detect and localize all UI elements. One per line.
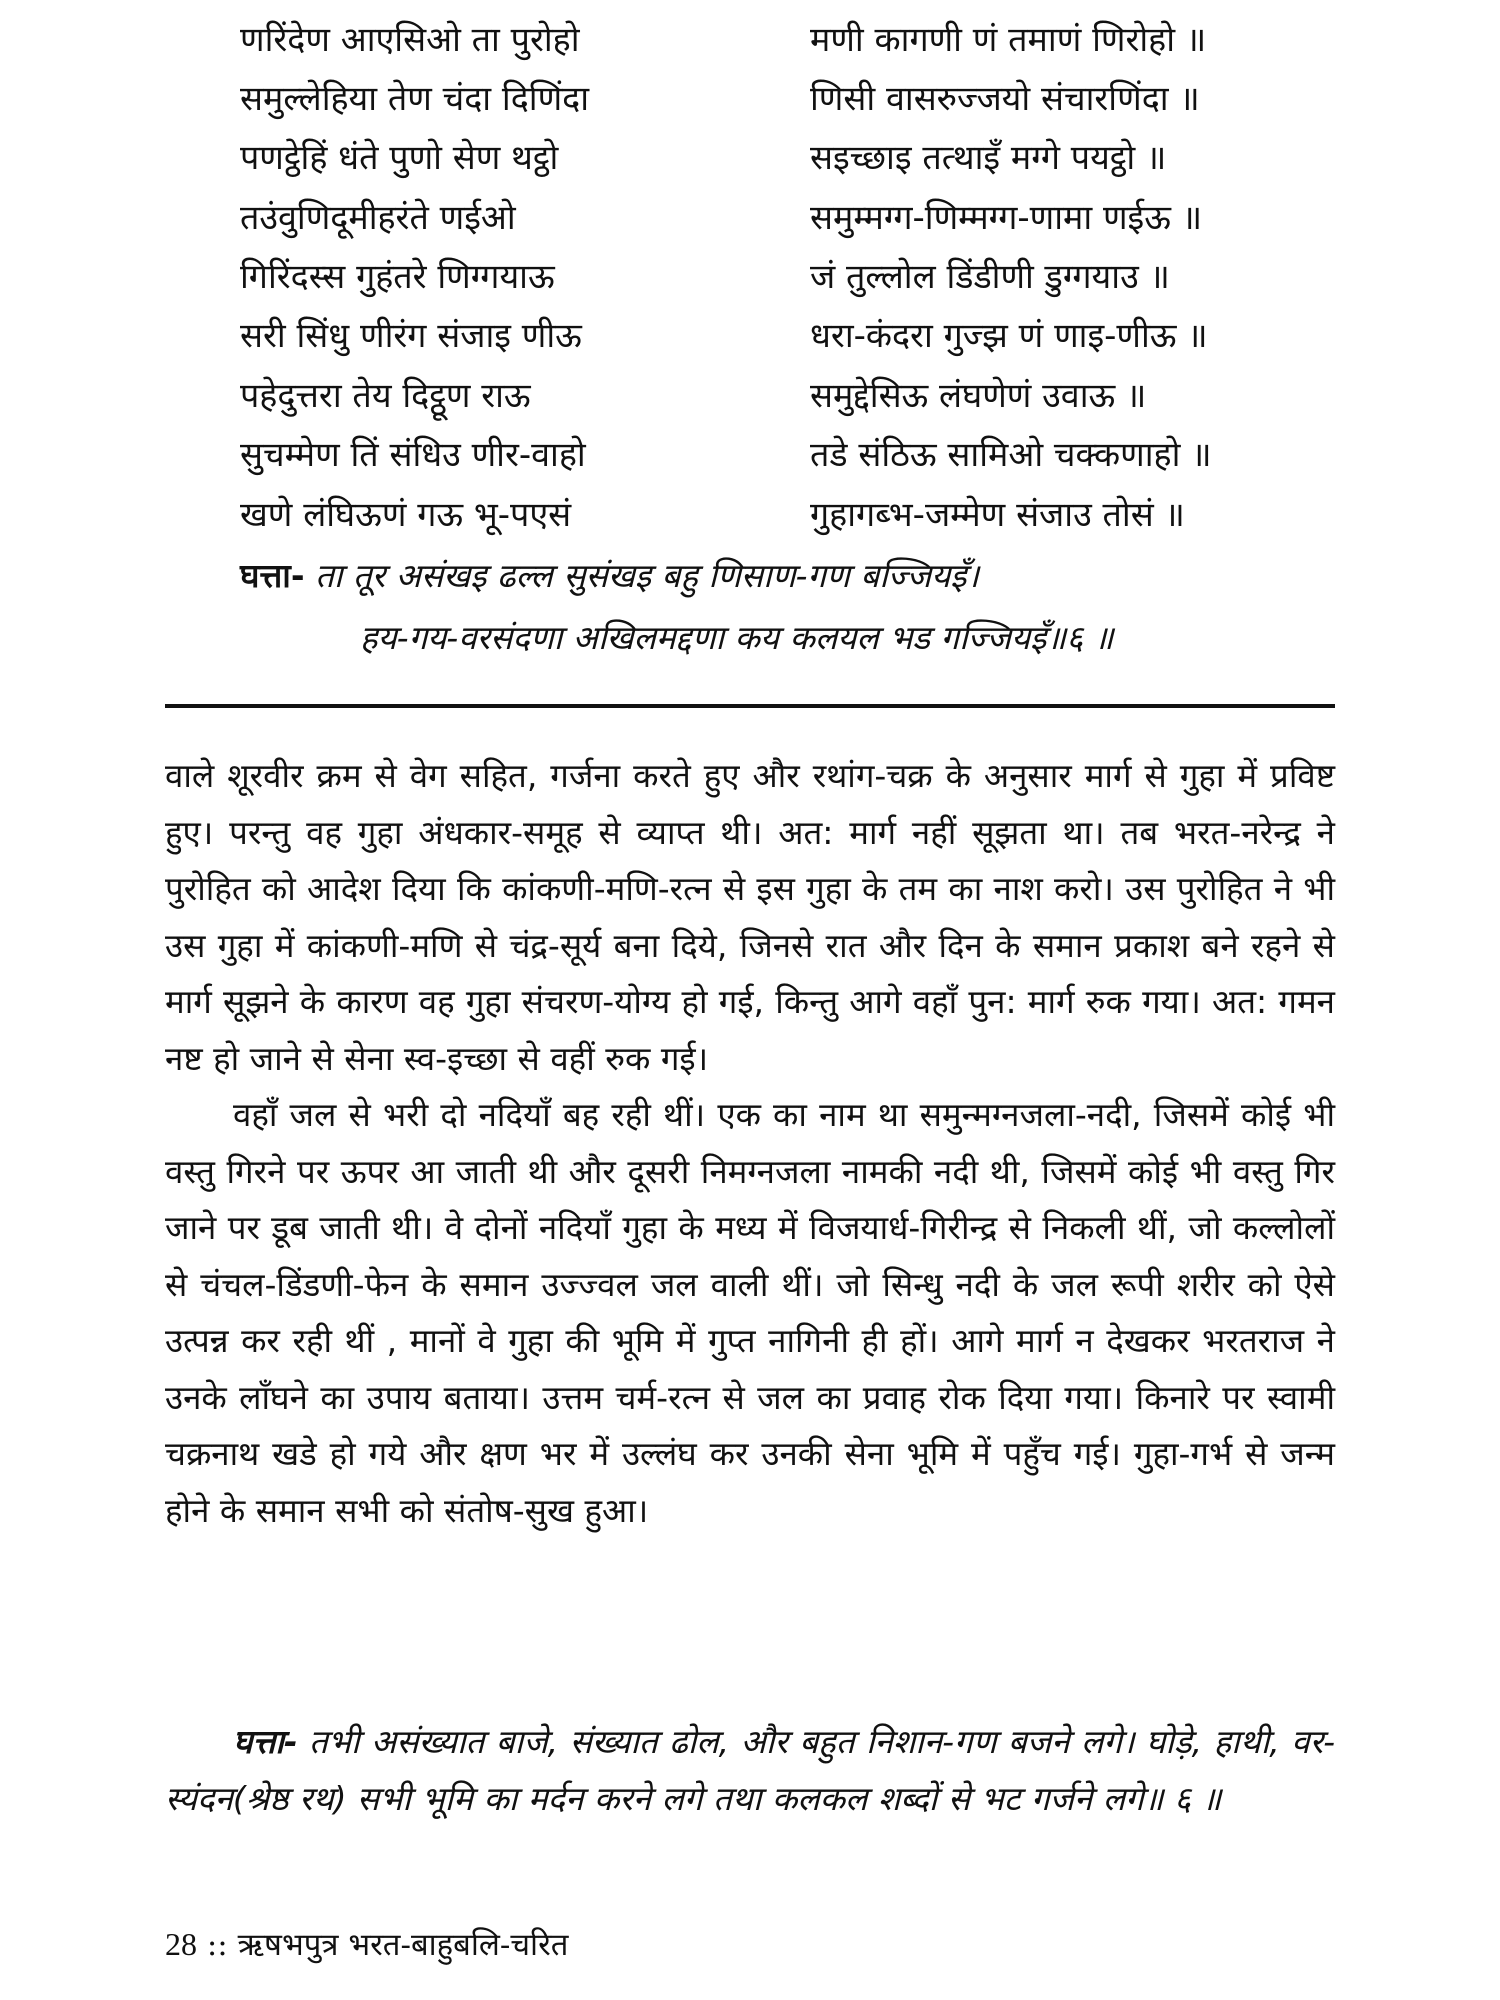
prose-paragraph: वहाँ जल से भरी दो नदियाँ बह रही थीं। एक का नाम था समुन्मग्नजला-नदी, जिसमें कोई भी वस्तु गिरने पर ऊपर आ जाती थी और दूसरी निमग्नजला नामकी नदी थी, जिसमें कोई भी वस्तु गिर जाने पर डूब जाती थी। वे दोनों नदियाँ गुहा के मध्य में विजयार्ध-गिरीन्द्र से निकली थीं, जो कल्लोलों से चंचल-डिंडणी-फेन के समान उज्ज्वल जल वाली थीं। जो सिन्धु नदी के जल रूपी शरीर को ऐसे उत्पन्न कर रही थीं , मानों वे गुहा की भूमि में गुप्त नागिनी ही हों। आगे मार्ग न देखकर भरतराज ने उनके लाँघने का उपाय बताया। उत्तम चर्म-रत्न से जल का प्रवाह रोक दिया गया। किनारे पर स्वामी चक्रनाथ खडे हो गये और क्षण भर में उल्लंघ कर उनकी सेना भूमि में पहुँच गई। गुहा-गर्भ से जन्म होने के समान सभी को संतोष-सुख हुआ।: [165, 1095, 1335, 1530]
ghatta-verse-line-2: [360, 610, 1114, 666]
verse-line: [0, 12, 1500, 68]
verse-line: [0, 249, 1500, 305]
verse-line: [0, 71, 1500, 127]
section-divider: [165, 704, 1335, 708]
verse-line: [0, 368, 1500, 424]
ghatta-verse-text: ता तूर असंखइ ढल्ल सुसंखइ बहु णिसाण-गण बज्जियइँ।: [315, 556, 979, 595]
verse-left-half: सुचम्मेण तिं संधिउ णीर-वाहो: [240, 435, 586, 475]
verse-right-half: समुम्मग्ग-णिम्मग्ग-णामा णईऊ ॥: [810, 198, 1203, 238]
verse-line: [0, 130, 1500, 186]
verse-right-half: णिसी वासरुज्जयो संचारणिंदा ॥: [810, 79, 1200, 119]
ghatta-verse-text: हय-गय-वरसंदणा अखिलमद्दणा कय कलयल भड गज्जियइँ॥६ ॥: [360, 618, 1114, 657]
verse-left-half: समुल्लेहिया तेण चंदा दिणिंदा: [240, 79, 590, 119]
verse-left-half: खणे लंघिऊणं गऊ भू-पएसं: [240, 495, 572, 535]
prose-ghatta-text: तभी असंख्यात बाजे, संख्यात ढोल, और बहुत निशान-गण बजने लगे। घोड़े, हाथी, वर-स्यंदन(श्रेष्ठ रथ) सभी भूमि का मर्दन करने लगे तथा कलकल शब्दों से भट गर्जने लगे॥ ६ ॥: [165, 1722, 1335, 1818]
verse-line: [0, 427, 1500, 483]
prose-ghatta: [165, 1714, 1335, 1827]
ghatta-verse-line-1: [240, 548, 979, 604]
prose-ghatta-label: घत्ता-: [233, 1722, 298, 1761]
verse-right-half: मणी कागणी णं तमाणं णिरोहो ॥: [810, 20, 1207, 60]
verse-line: [0, 308, 1500, 364]
verse-left-half: गिरिंदस्स गुहंतरे णिग्गयाऊ: [240, 257, 555, 297]
page-number: 28: [165, 1926, 197, 1962]
verse-right-half: धरा-कंदरा गुज्झ णं णाइ-णीऊ ॥: [810, 316, 1208, 356]
verse-left-half: णरिंदेण आएसिओ ता पुरोहो: [240, 20, 580, 60]
verse-right-half: जं तुल्लोल डिंडीणी डुग्गयाउ ॥: [810, 257, 1170, 297]
verse-line: [0, 487, 1500, 543]
verse-right-half: गुहागब्भ-जम्मेण संजाउ तोसं ॥: [810, 495, 1185, 535]
page-footer: [165, 1922, 568, 1967]
footer-separator: ::: [206, 1927, 228, 1963]
verse-right-half: सइच्छाइ तत्थाइँ मग्गे पयट्ठो ॥: [810, 138, 1167, 178]
prose-paragraph: वाले शूरवीर क्रम से वेग सहित, गर्जना करते हुए और रथांग-चक्र के अनुसार मार्ग से गुहा में प्रविष्ट हुए। परन्तु वह गुहा अंधकार-समूह से व्याप्त थी। अत: मार्ग नहीं सूझता था। तब भरत-नरेन्द्र ने पुरोहित को आदेश दिया कि कांकणी-मणि-रत्न से इस गुहा के तम का नाश करो। उस पुरोहित ने भी उस गुहा में कांकणी-मणि से चंद्र-सूर्य बना दिये, जिनसे रात और दिन के समान प्रकाश बने रहने से मार्ग सूझने के कारण वह गुहा संचरण-योग्य हो गई, किन्तु आगे वहाँ पुन: मार्ग रुक गया। अत: गमन नष्ट हो जाने से सेना स्व-इच्छा से वहीं रुक गई।: [165, 756, 1335, 1078]
book-title: ऋषभपुत्र भरत-बाहुबलि-चरित: [237, 1927, 569, 1963]
verse-left-half: पणट्ठेहिं धंते पुणो सेण थट्ठो: [240, 138, 559, 178]
verse-left-half: तउंवुणिदूमीहरंते णईओ: [240, 198, 516, 238]
verse-right-half: तडे संठिऊ सामिओ चक्कणाहो ॥: [810, 435, 1212, 475]
ghatta-label: घत्ता-: [240, 556, 305, 595]
verse-left-half: सरी सिंधु णीरंग संजाइ णीऊ: [240, 316, 582, 356]
prose-translation: [165, 748, 1335, 1539]
verse-right-half: समुद्देसिऊ लंघणेणं उवाऊ ॥: [810, 376, 1147, 416]
verse-line: [0, 190, 1500, 246]
verse-left-half: पहेदुत्तरा तेय दिट्ठूण राऊ: [240, 376, 531, 416]
